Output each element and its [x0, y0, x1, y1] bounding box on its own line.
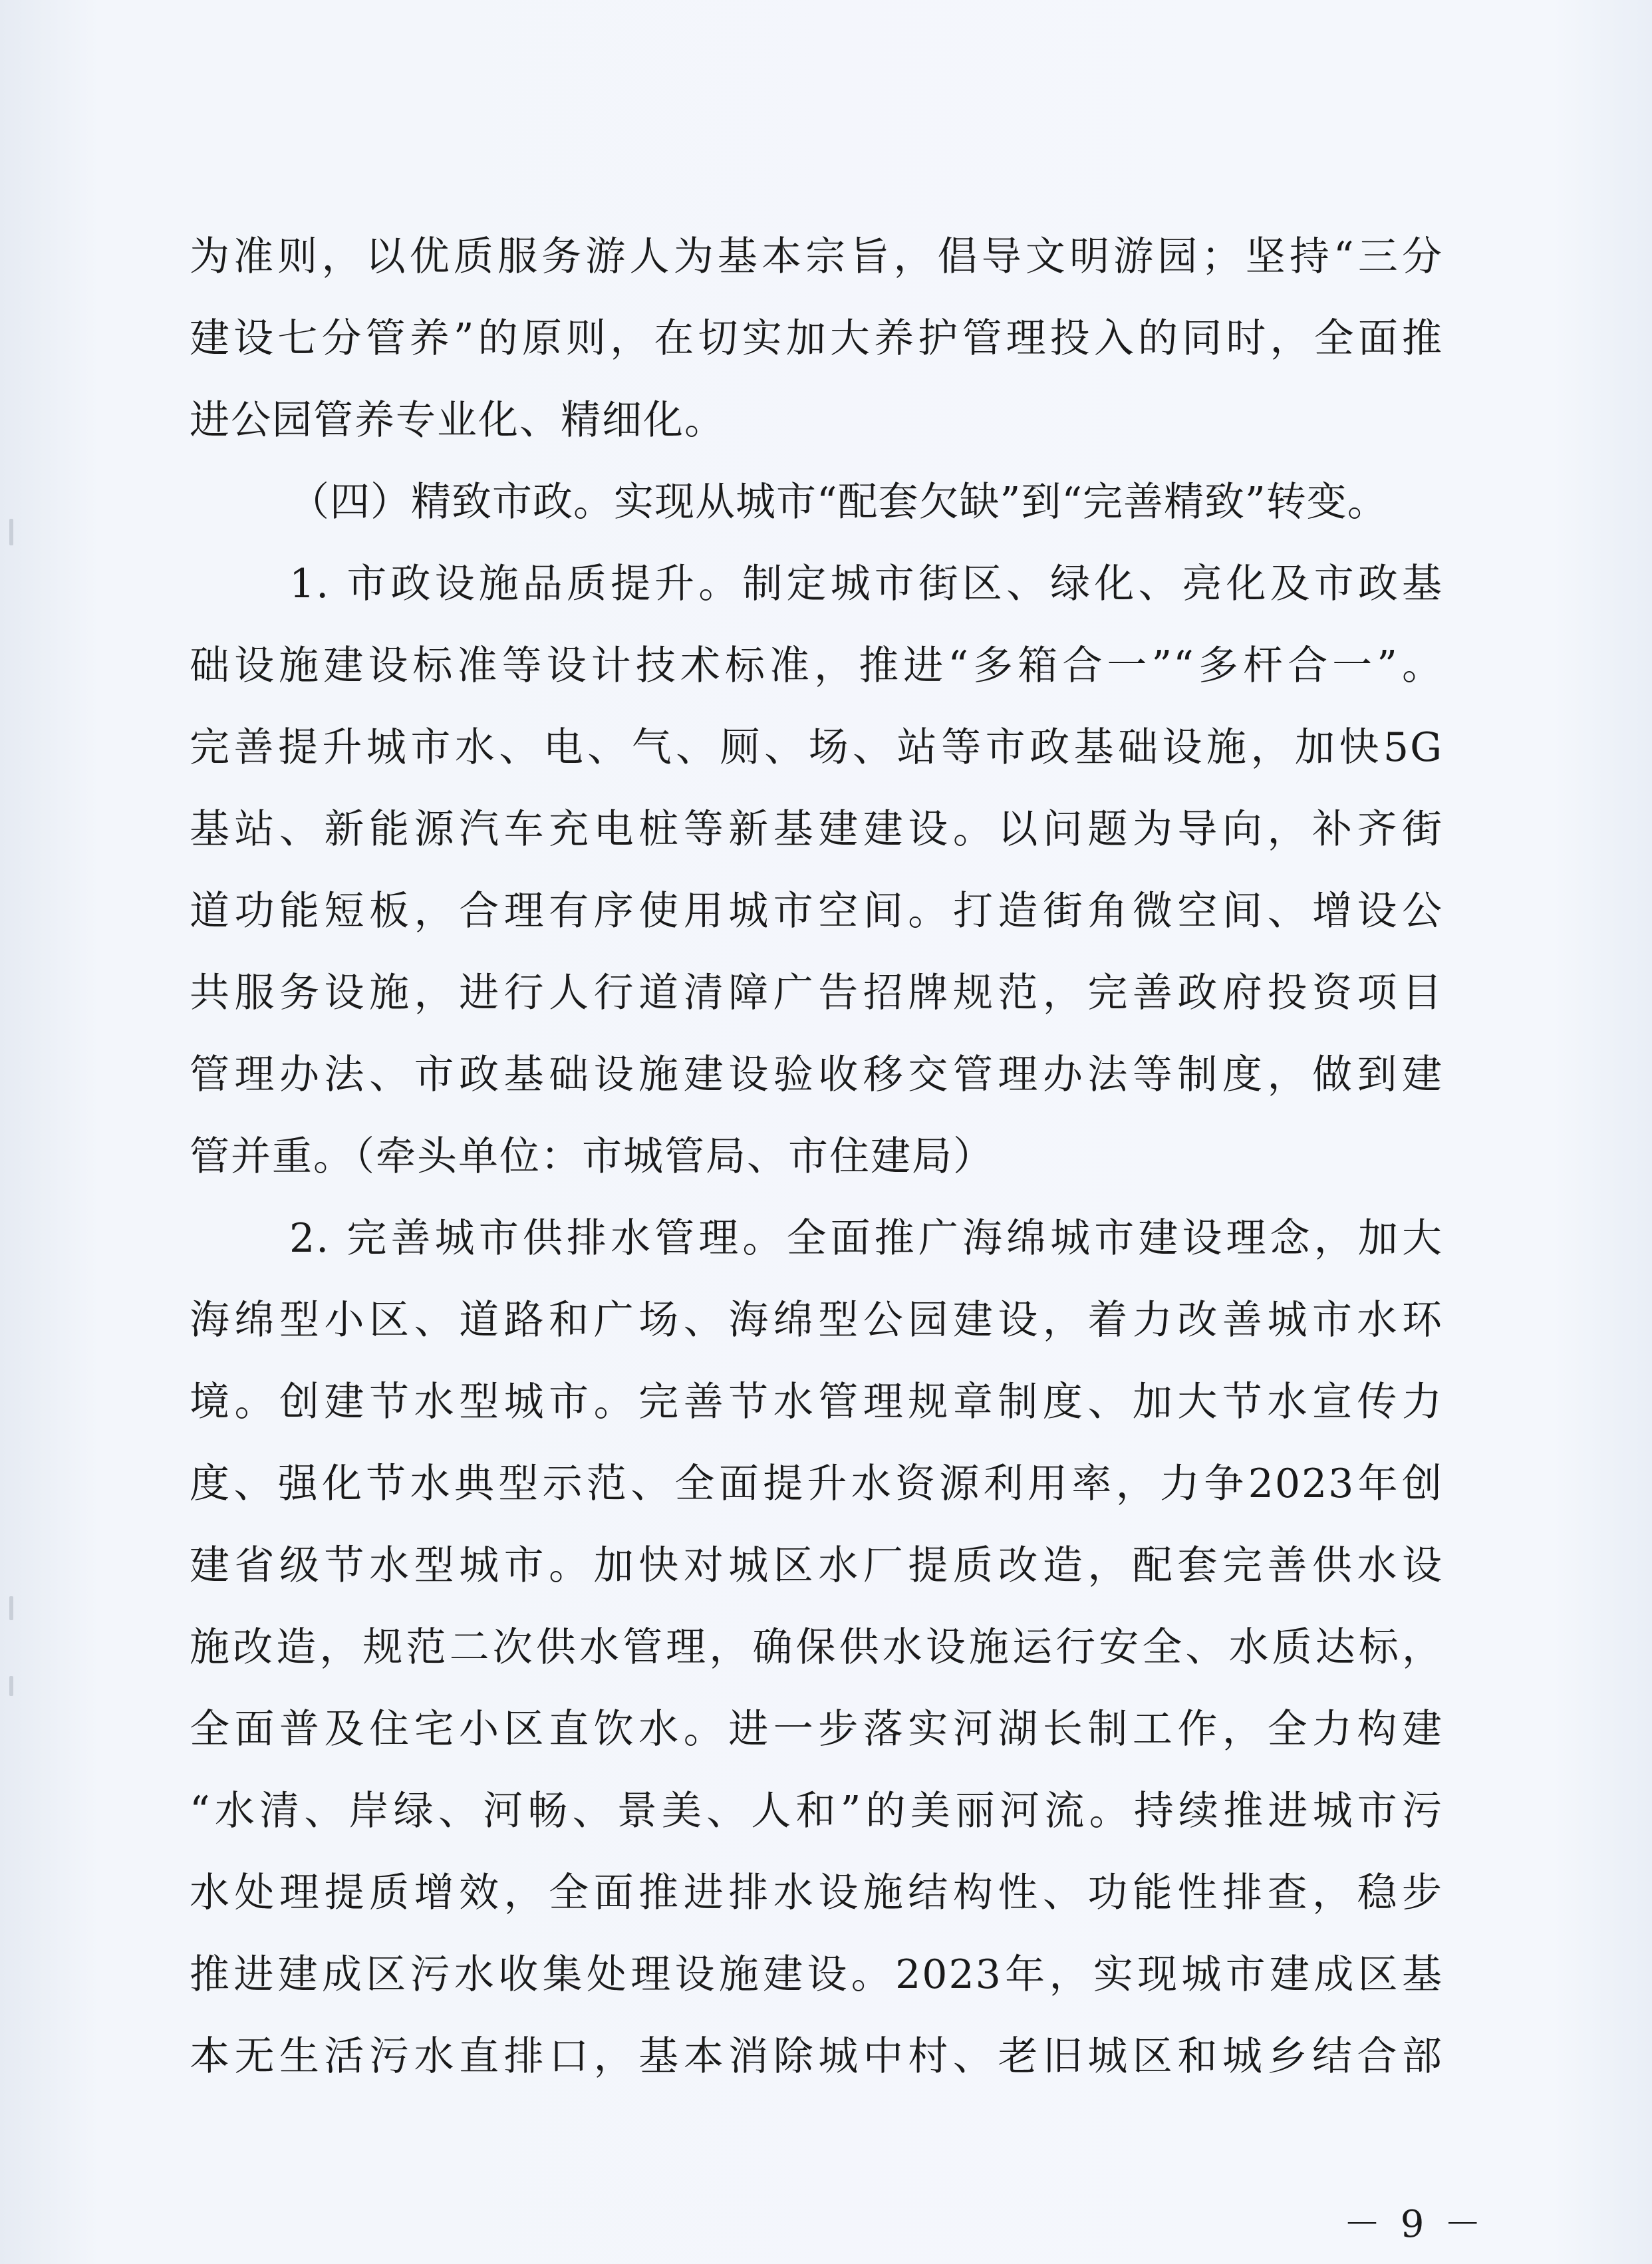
text-line: 道功能短板，合理有序使用城市空间。打造街角微空间、增设公: [190, 888, 1443, 934]
text-line: 为准则，以优质服务游人为基本宗旨，倡导文明游园；坚持“三分: [190, 233, 1443, 280]
text-line: 进公园管养专业化、精细化。: [190, 397, 726, 444]
binding-mark: [9, 519, 13, 545]
binding-mark: [9, 1676, 13, 1696]
text-line: 境。创建节水型城市。完善节水管理规章制度、加大节水宣传力: [190, 1379, 1443, 1425]
text-line: 基站、新能源汽车充电桩等新基建建设。以问题为导向，补齐街: [190, 806, 1443, 853]
text-line: 2. 完善城市供排水管理。全面推广海绵城市建设理念，加大: [289, 1215, 1443, 1262]
text-line: 施改造，规范二次供水管理，确保供水设施运行安全、水质达标，: [190, 1624, 1443, 1671]
text-line: 推进建成区污水收集处理设施建设。2023年，实现城市建成区基: [190, 1951, 1443, 1998]
text-line: 建省级节水型城市。加快对城区水厂提质改造，配套完善供水设: [190, 1542, 1443, 1589]
section-heading: （四）精致市政。实现从城市“配套欠缺”到“完善精致”转变。: [289, 479, 1388, 525]
text-line: 度、强化节水典型示范、全面提升水资源利用率，力争2023年创: [190, 1461, 1443, 1507]
text-line: 完善提升城市水、电、气、厕、场、站等市政基础设施，加快5G: [190, 724, 1443, 771]
text-line: 全面普及住宅小区直饮水。进一步落实河湖长制工作，全力构建: [190, 1706, 1443, 1753]
text-line: 海绵型小区、道路和广场、海绵型公园建设，着力改善城市水环: [190, 1297, 1443, 1344]
text-line: 建设七分管养”的原则，在切实加大养护管理投入的同时，全面推: [190, 315, 1443, 362]
page-number: － 9 －: [1343, 2203, 1486, 2246]
text-line: 本无生活污水直排口，基本消除城中村、老旧城区和城乡结合部: [190, 2033, 1443, 2080]
text-line: 1. 市政设施品质提升。制定城市街区、绿化、亮化及市政基: [289, 561, 1443, 607]
text-line: 础设施建设标准等设计技术标准，推进“多箱合一”“多杆合一”。: [190, 642, 1443, 689]
text-line: 管理办法、市政基础设施建设验收移交管理办法等制度，做到建: [190, 1052, 1443, 1098]
text-line: 水处理提质增效，全面推进排水设施结构性、功能性排查，稳步: [190, 1870, 1443, 1916]
text-line: “水清、岸绿、河畅、景美、人和”的美丽河流。持续推进城市污: [190, 1788, 1443, 1834]
text-line: 共服务设施，进行人行道清障广告招牌规范，完善政府投资项目: [190, 970, 1443, 1016]
text-line: 管并重。（牵头单位：市城管局、市住建局）: [190, 1133, 994, 1180]
binding-mark: [9, 1596, 13, 1620]
body-text: [190, 216, 1443, 2098]
